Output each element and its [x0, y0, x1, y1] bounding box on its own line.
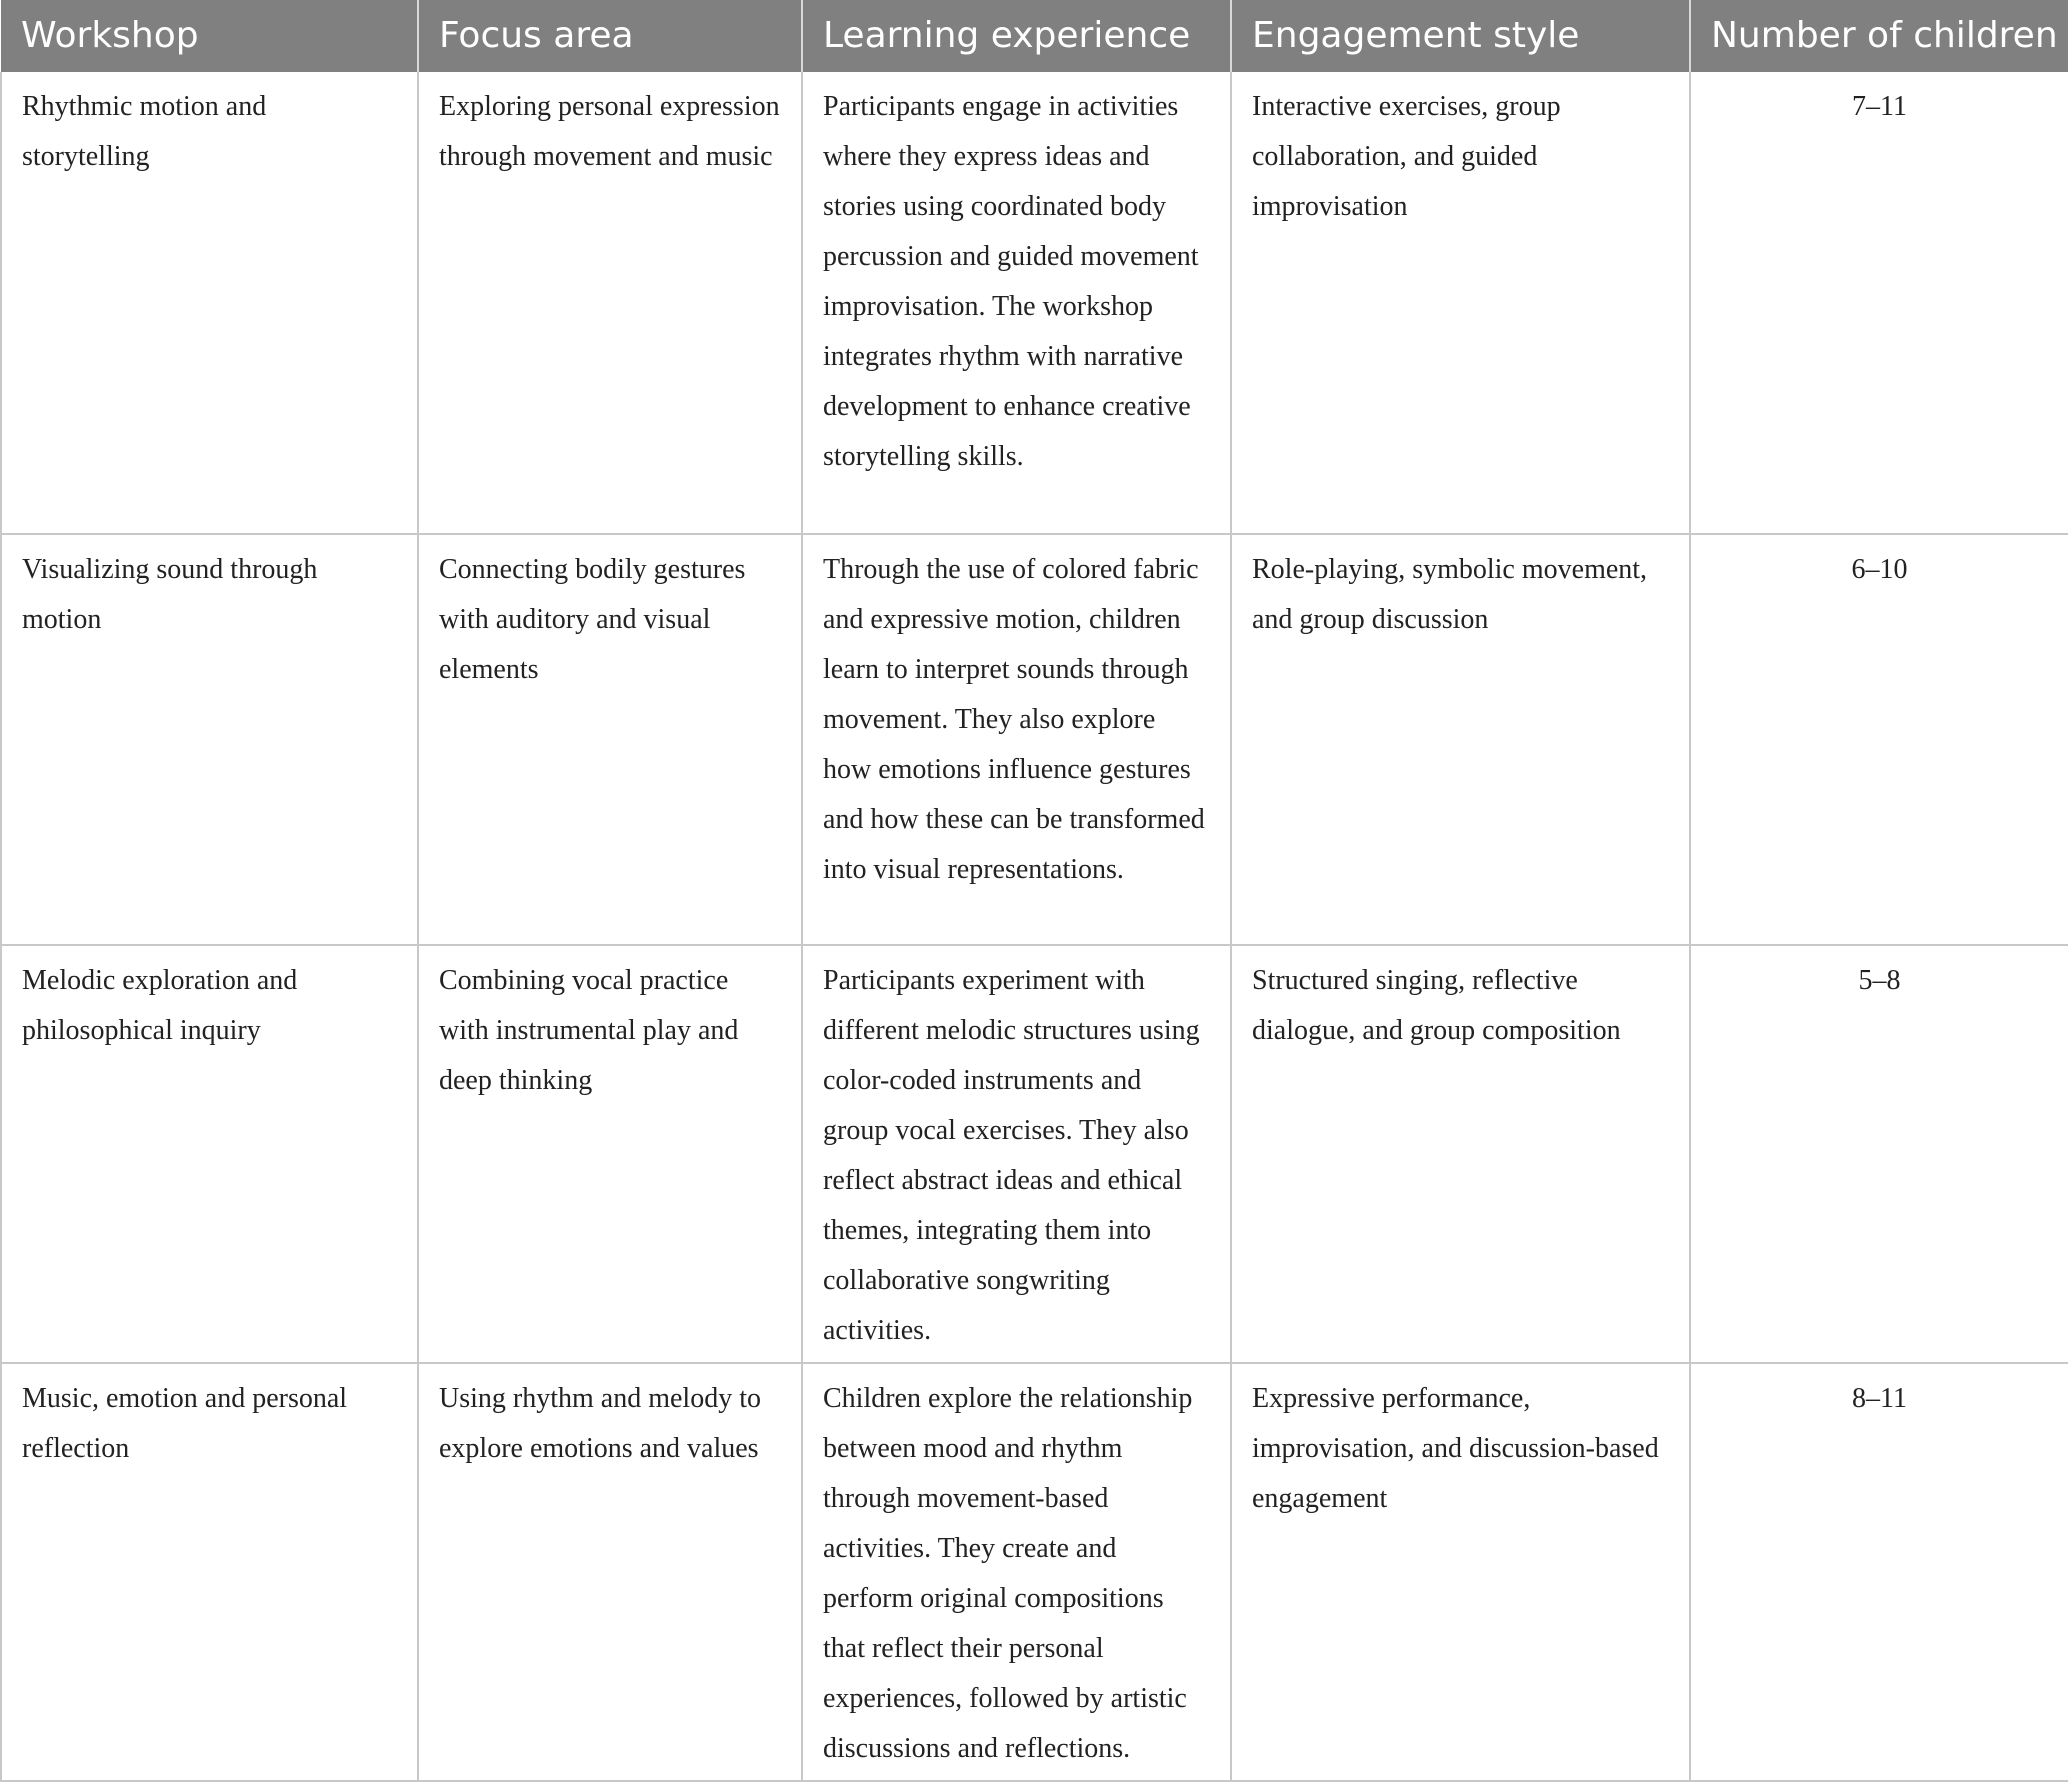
table-body — [1, 72, 2068, 1781]
cell-workshop: Music, emotion and personal reflection — [1, 1363, 418, 1781]
cell-workshop: Melodic exploration and philosophical inquiry — [1, 945, 418, 1363]
cell-learning-experience: Participants engage in activities where they express ideas and stories using coordinated body percussion and guided movement improvisation. The workshop integrates rhythm with narrative development to enhance creative storytelling skills. — [802, 72, 1231, 534]
table-row — [1, 945, 2068, 1363]
header-number-of-children: Number of children — [1690, 0, 2068, 72]
cell-engagement-style: Expressive performance, improvisation, and discussion-based engagement — [1231, 1363, 1690, 1781]
cell-learning-experience: Participants experiment with different melodic structures using color-coded instruments and group vocal exercises. They also reflect abstract ideas and ethical themes, integrating them into collaborative songwriting activities. — [802, 945, 1231, 1363]
cell-number-of-children: 5–8 — [1690, 945, 2068, 1363]
cell-learning-experience: Children explore the relationship between mood and rhythm through movement-based activities. They create and perform original compositions that reflect their personal experiences, followed by artistic discussions and reflections. — [802, 1363, 1231, 1781]
header-row — [1, 0, 2068, 72]
cell-workshop: Rhythmic motion and storytelling — [1, 72, 418, 534]
table-row — [1, 72, 2068, 534]
cell-number-of-children: 7–11 — [1690, 72, 2068, 534]
table-row — [1, 1363, 2068, 1781]
cell-learning-experience: Through the use of colored fabric and expressive motion, children learn to interpret sounds through movement. They also explore how emotions influence gestures and how these can be transformed into visual representations. — [802, 534, 1231, 945]
table-row — [1, 534, 2068, 945]
header-engagement-style: Engagement style — [1231, 0, 1690, 72]
cell-focus-area: Connecting bodily gestures with auditory and visual elements — [418, 534, 802, 945]
header-workshop: Workshop — [1, 0, 418, 72]
cell-number-of-children: 8–11 — [1690, 1363, 2068, 1781]
header-focus-area: Focus area — [418, 0, 802, 72]
table-header — [1, 0, 2068, 72]
cell-focus-area: Combining vocal practice with instrumental play and deep thinking — [418, 945, 802, 1363]
cell-engagement-style: Structured singing, reflective dialogue, and group composition — [1231, 945, 1690, 1363]
cell-number-of-children: 6–10 — [1690, 534, 2068, 945]
cell-focus-area: Exploring personal expression through movement and music — [418, 72, 802, 534]
header-learning-experience: Learning experience — [802, 0, 1231, 72]
cell-engagement-style: Interactive exercises, group collaboration, and guided improvisation — [1231, 72, 1690, 534]
cell-engagement-style: Role-playing, symbolic movement, and group discussion — [1231, 534, 1690, 945]
cell-workshop: Visualizing sound through motion — [1, 534, 418, 945]
cell-focus-area: Using rhythm and melody to explore emotions and values — [418, 1363, 802, 1781]
